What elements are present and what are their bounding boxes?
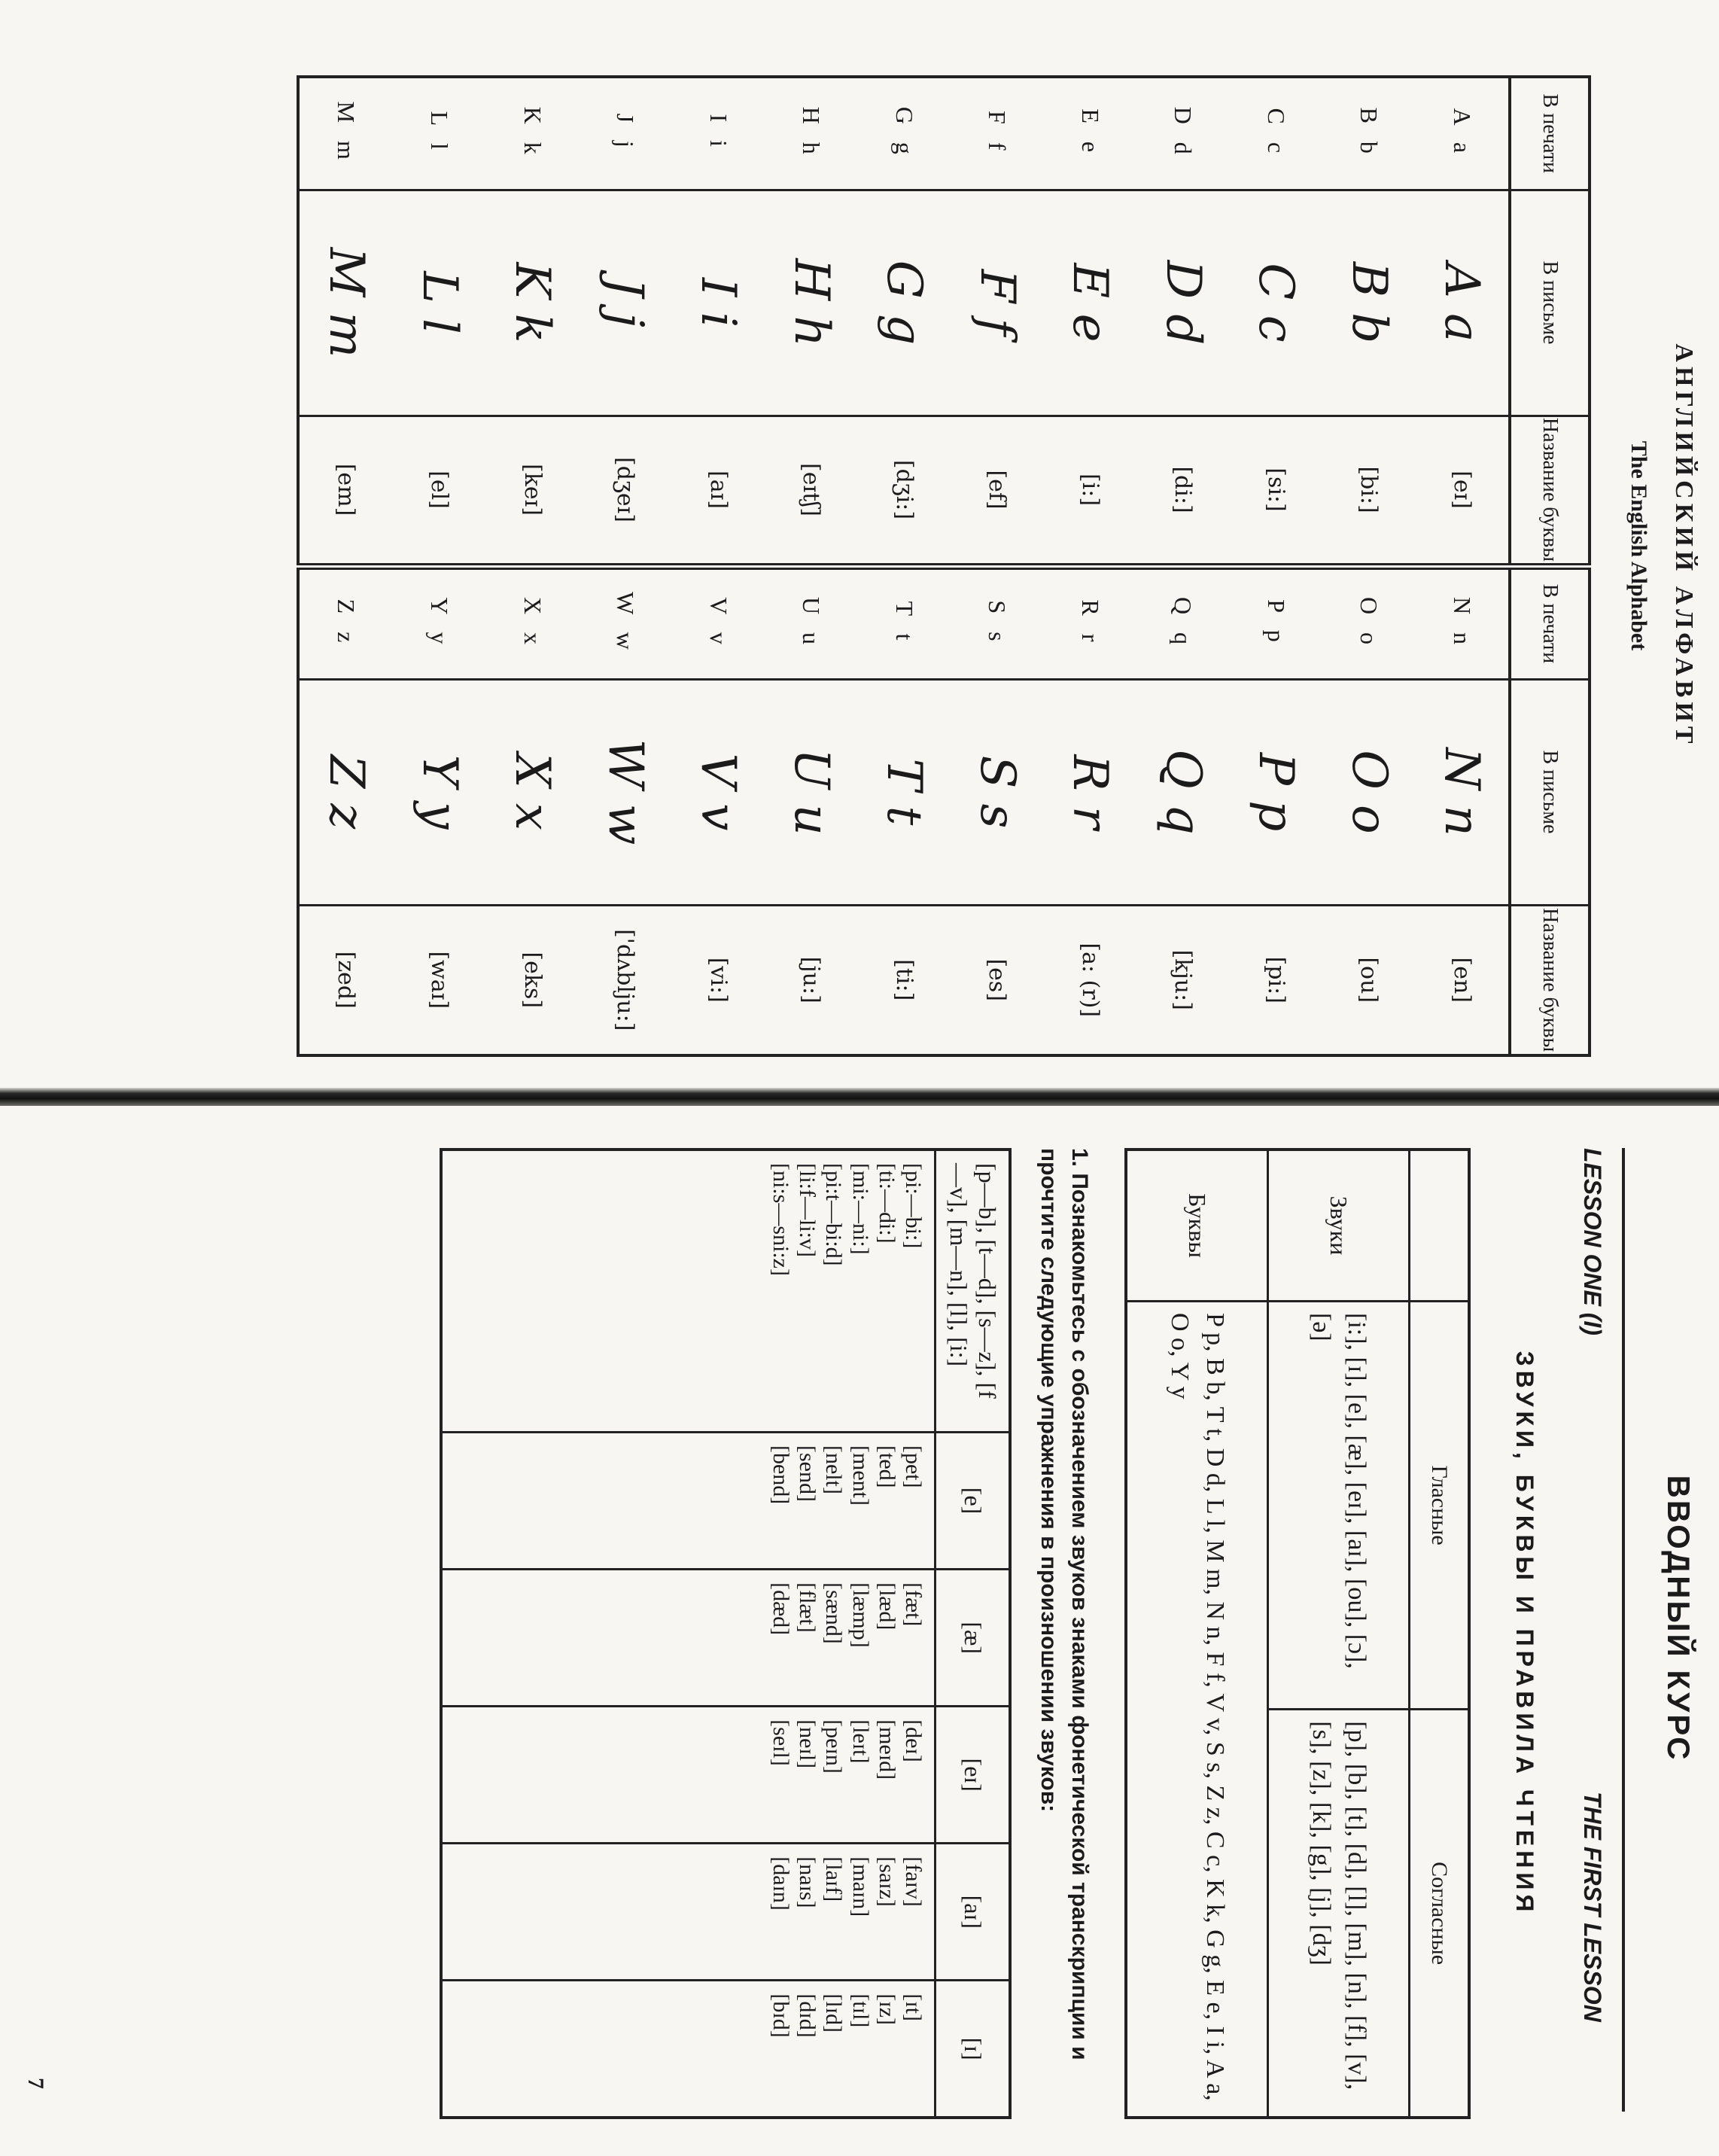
page-number: 7 xyxy=(23,2078,48,2089)
letter-print-cell: M m xyxy=(298,77,393,190)
alphabet-row xyxy=(298,77,393,1055)
transcription-word: [neɪl] xyxy=(794,1719,820,1769)
letter-name-cell: [a: (r)] xyxy=(1043,905,1136,1055)
transcription-word: [naɪs] xyxy=(794,1856,820,1908)
col-consonants: Согласные xyxy=(1410,1710,1470,2118)
transcription-word: [flæt] xyxy=(794,1582,820,1633)
alphabet-row xyxy=(1043,77,1136,1055)
letter-script-cell: P p xyxy=(1229,679,1322,905)
transcription-word: [læd] xyxy=(875,1582,900,1631)
row-sounds: Звуки xyxy=(1268,1150,1410,1302)
first-lesson-label: THE FIRST LESSON xyxy=(1579,1792,1606,2022)
header-name: Название буквы xyxy=(1510,416,1590,566)
letter-name-cell: [ju:] xyxy=(765,905,858,1055)
lesson-one-label: LESSON ONE (I) xyxy=(1579,1148,1606,1335)
transcription-word: [tɪl] xyxy=(847,1993,873,2028)
transcription-word: [bend] xyxy=(768,1445,793,1505)
word-list-col5 xyxy=(441,1844,936,1981)
letter-script-cell: J j xyxy=(579,190,672,416)
letter-print-cell: Z z xyxy=(298,566,393,679)
transcription-word: [faɪv] xyxy=(901,1856,926,1907)
exercise-words-row xyxy=(441,1150,936,2118)
transcription-word: [fæt] xyxy=(901,1582,926,1627)
letter-name-cell: [aɪ] xyxy=(671,416,765,566)
transcription-word: [ted] xyxy=(875,1445,900,1488)
letter-script-cell: Z z xyxy=(298,679,393,905)
letter-print-cell: V v xyxy=(671,566,765,679)
letter-name-cell: [keɪ] xyxy=(485,416,579,566)
letter-script-cell: N n xyxy=(1415,679,1510,905)
letter-print-cell: C c xyxy=(1229,77,1322,190)
transcription-word: [læmp] xyxy=(847,1582,873,1648)
header-print: В печати xyxy=(1510,566,1590,679)
letter-name-cell: [dʒi:] xyxy=(857,416,951,566)
letter-script-cell: D d xyxy=(1136,190,1230,416)
letter-name-cell: [es] xyxy=(951,905,1044,1055)
letter-name-cell: [ou] xyxy=(1322,905,1416,1055)
letter-script-cell: B b xyxy=(1322,190,1416,416)
letter-name-cell: [ef] xyxy=(951,416,1044,566)
alphabet-row xyxy=(579,77,672,1055)
vowel-sounds: [i:], [ɪ], [e], [æ], [eɪ], [aɪ], [ou], [ɔ], [ə] xyxy=(1268,1302,1410,1710)
header-script: В письме xyxy=(1510,679,1590,905)
letter-name-cell: [en] xyxy=(1415,905,1510,1055)
course-title: ВВОДНЫЙ КУРС xyxy=(1661,1475,1696,1762)
letter-print-cell: N n xyxy=(1415,566,1510,679)
letter-script-cell: E e xyxy=(1043,190,1136,416)
word-list-col6 xyxy=(441,1981,936,2118)
letter-print-cell: D d xyxy=(1136,77,1230,190)
letter-print-cell: G g xyxy=(857,77,951,190)
exercise-table xyxy=(440,1148,1012,2119)
header-name: Название буквы xyxy=(1510,905,1590,1055)
letter-name-cell: [bi:] xyxy=(1322,416,1416,566)
letter-name-cell: [kju:] xyxy=(1136,905,1230,1055)
transcription-word: [ɪz] xyxy=(875,1993,900,2026)
word-list-col3 xyxy=(441,1570,936,1707)
empty-corner xyxy=(1410,1150,1470,1302)
transcription-word: [peɪn] xyxy=(821,1719,847,1774)
letter-script-cell: O o xyxy=(1322,679,1416,905)
letter-name-cell: [i:] xyxy=(1043,416,1136,566)
letter-name-cell: [vi:] xyxy=(671,905,765,1055)
letter-print-cell: X x xyxy=(485,566,579,679)
letter-script-cell: K k xyxy=(485,190,579,416)
alphabet-row xyxy=(1229,77,1322,1055)
transcription-word: [meɪd] xyxy=(875,1719,900,1780)
letter-script-cell: G g xyxy=(857,190,951,416)
row-letters: Буквы xyxy=(1126,1150,1268,1302)
letter-print-cell: Y y xyxy=(393,566,486,679)
heading-rule xyxy=(1622,1148,1625,2112)
letter-print-cell: I i xyxy=(671,77,765,190)
sounds-letters-table xyxy=(1124,1148,1471,2119)
header-print: В печати xyxy=(1510,77,1590,190)
letter-script-cell: Y y xyxy=(393,679,486,905)
ex-header-i: [ɪ] xyxy=(936,1981,1010,2118)
letter-script-cell: Q q xyxy=(1136,679,1230,905)
letter-print-cell: W w xyxy=(579,566,672,679)
word-list-col1 xyxy=(441,1150,936,1433)
transcription-word: [leɪt] xyxy=(847,1719,873,1764)
ex-header-ai: [aɪ] xyxy=(936,1844,1010,1981)
ex-header-ei: [eɪ] xyxy=(936,1707,1010,1844)
transcription-word: [ti:—di:] xyxy=(875,1163,900,1244)
alphabet-row xyxy=(951,77,1044,1055)
lesson-subheading: ЗВУКИ, БУКВЫ И ПРАВИЛА ЧТЕНИЯ xyxy=(1511,1351,1538,1917)
consonant-sounds: [p], [b], [t], [d], [l], [m], [n], [f], [v], [s], [z], [k], [g], [j], [dʒ] xyxy=(1268,1710,1410,2118)
letter-script-cell: A a xyxy=(1415,190,1510,416)
letter-print-cell: F f xyxy=(951,77,1044,190)
transcription-word: [dæd] xyxy=(768,1582,793,1636)
letter-print-cell: R r xyxy=(1043,566,1136,679)
transcription-word: [deɪ] xyxy=(901,1719,926,1762)
alphabet-body xyxy=(298,77,1510,1055)
word-list-col2 xyxy=(441,1433,936,1570)
letter-print-cell: H h xyxy=(765,77,858,190)
transcription-word: [pet] xyxy=(901,1445,926,1488)
alphabet-title: АНГЛИЙСКИЙ АЛФАВИТ xyxy=(1670,343,1698,748)
alphabet-table xyxy=(297,75,1591,1057)
ex-header-ae: [æ] xyxy=(936,1570,1010,1707)
letter-script-cell: R r xyxy=(1043,679,1136,905)
ex-header-consonants: [p—b], [t—d], [s—z], [f—v], [m—n], [l], [i:] xyxy=(936,1150,1010,1433)
letter-print-cell: U u xyxy=(765,566,858,679)
transcription-word: [seɪl] xyxy=(768,1719,793,1766)
alphabet-row xyxy=(1415,77,1510,1055)
letter-name-cell: [dʒeɪ] xyxy=(579,416,672,566)
letter-script-cell: M m xyxy=(298,190,393,416)
col-vowels: Гласные xyxy=(1410,1302,1470,1710)
letter-print-cell: L l xyxy=(393,77,486,190)
letter-script-cell: S s xyxy=(951,679,1044,905)
letter-name-cell: [si:] xyxy=(1229,416,1322,566)
transcription-word: [ɪt] xyxy=(901,1993,926,2022)
letter-print-cell: S s xyxy=(951,566,1044,679)
transcription-word: [maɪn] xyxy=(847,1856,873,1917)
transcription-word: [lɪd] xyxy=(821,1993,847,2033)
transcription-word: [bɪd] xyxy=(768,1993,793,2038)
alphabet-row xyxy=(857,77,951,1055)
letter-name-cell: [waɪ] xyxy=(393,905,486,1055)
letter-script-cell: F f xyxy=(951,190,1044,416)
letter-name-cell: [ti:] xyxy=(857,905,951,1055)
transcription-word: [sænd] xyxy=(821,1582,847,1644)
letter-name-cell: ['dʌblju:] xyxy=(579,905,672,1055)
alphabet-row xyxy=(765,77,858,1055)
letter-script-cell: V v xyxy=(671,679,765,905)
exercise-instruction: 1. Познакомьтесь с обозначением звуков знаками фонетической транскрипции и прочтите следующие упражнения в произношении звуков: xyxy=(1036,1148,1092,2060)
alphabet-row xyxy=(1136,77,1230,1055)
alphabet-row xyxy=(1322,77,1416,1055)
letter-print-cell: J j xyxy=(579,77,672,190)
letter-name-cell: [di:] xyxy=(1136,416,1230,566)
letter-script-cell: I i xyxy=(671,190,765,416)
transcription-word: [dɪd] xyxy=(794,1993,820,2038)
letter-print-cell: P p xyxy=(1229,566,1322,679)
transcription-word: [ni:s—sni:z] xyxy=(768,1163,793,1276)
transcription-word: [pi:—bi:] xyxy=(901,1163,926,1249)
letter-script-cell: L l xyxy=(393,190,486,416)
letter-script-cell: X x xyxy=(485,679,579,905)
letter-script-cell: C c xyxy=(1229,190,1322,416)
transcription-word: [saɪz] xyxy=(875,1856,900,1907)
letter-print-cell: Q q xyxy=(1136,566,1230,679)
letter-name-cell: [eks] xyxy=(485,905,579,1055)
letter-name-cell: [el] xyxy=(393,416,486,566)
letter-name-cell: [pi:] xyxy=(1229,905,1322,1055)
alphabet-subtitle: The English Alphabet xyxy=(1626,440,1651,651)
transcription-word: [nelt] xyxy=(821,1445,847,1494)
letter-script-cell: W w xyxy=(579,679,672,905)
letter-print-cell: A a xyxy=(1415,77,1510,190)
letter-script-cell: H h xyxy=(765,190,858,416)
header-script: В письме xyxy=(1510,190,1590,416)
transcription-word: [laɪf] xyxy=(821,1856,847,1902)
letter-name-cell: [eɪtʃ] xyxy=(765,416,858,566)
alphabet-row xyxy=(393,77,486,1055)
letter-print-cell: T t xyxy=(857,566,951,679)
letter-name-cell: [zed] xyxy=(298,905,393,1055)
transcription-word: [send] xyxy=(794,1445,820,1502)
transcription-word: [daɪn] xyxy=(768,1856,793,1911)
ex-header-e: [e] xyxy=(936,1433,1010,1570)
letter-print-cell: B b xyxy=(1322,77,1416,190)
letter-print-cell: O o xyxy=(1322,566,1416,679)
transcription-word: [pi:t—bi:d] xyxy=(821,1163,847,1266)
alphabet-row xyxy=(671,77,765,1055)
transcription-word: [mi:—ni:] xyxy=(847,1163,873,1255)
word-list-col4 xyxy=(441,1707,936,1844)
letters-list: P p, B b, T t, D d, L l, M m, N n, F f, V v, S s, Z z, C c, K k, G g, E e, I i, A a, O o, Y y xyxy=(1126,1302,1268,2118)
letter-script-cell: U u xyxy=(765,679,858,905)
page-crease xyxy=(0,1088,1719,1106)
transcription-word: [ment] xyxy=(847,1445,873,1506)
letter-print-cell: K k xyxy=(485,77,579,190)
letter-print-cell: E e xyxy=(1043,77,1136,190)
transcription-word: [li:f—li:v] xyxy=(794,1163,820,1257)
letter-name-cell: [eɪ] xyxy=(1415,416,1510,566)
alphabet-row xyxy=(485,77,579,1055)
letter-script-cell: T t xyxy=(857,679,951,905)
letter-name-cell: [em] xyxy=(298,416,393,566)
